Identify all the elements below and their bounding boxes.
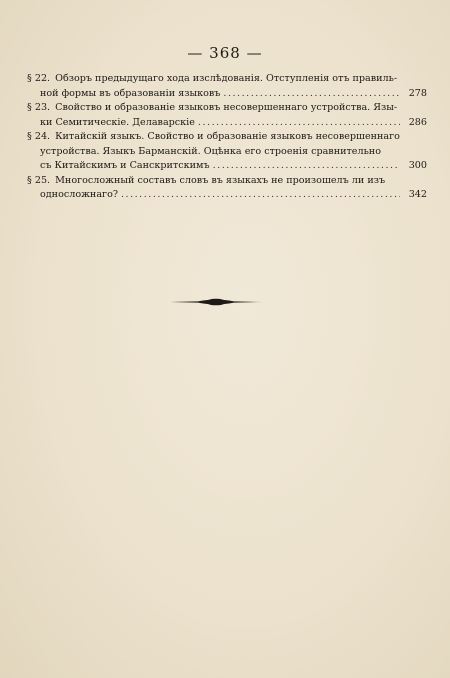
table-of-contents — [27, 72, 427, 203]
entry-title-end: ки Семитическіе. Делаварскіе — [40, 116, 195, 128]
toc-entry — [27, 130, 427, 174]
section-number: § 22. — [27, 73, 51, 84]
toc-entry — [27, 174, 427, 203]
page-number: — 368 — — [187, 44, 263, 62]
entry-title-end: ной формы въ образованіи языковъ — [40, 87, 221, 99]
entry-title-end: односложнаго? — [40, 189, 118, 200]
section-number: § 25. — [27, 174, 51, 186]
entry-title-end: съ Китайскимъ и Санскритскимъ — [40, 160, 210, 171]
entry-page-number: 342 — [408, 189, 427, 200]
entry-last-line — [27, 159, 427, 174]
dot-leader — [223, 87, 400, 102]
entry-page-number: 286 — [408, 116, 427, 128]
entry-title: Многосложный составъ словъ въ языкахъ не произошелъ ли изъ — [55, 174, 386, 186]
entry-first-line — [27, 101, 427, 116]
dot-leader — [213, 159, 400, 174]
dot-leader — [198, 116, 400, 131]
entry-first-line — [27, 174, 427, 189]
entry-continuation-line: устройства. Языкъ Барманскій. Оцѣнка его строенія сравнительно — [40, 145, 381, 157]
entry-last-line — [27, 116, 427, 131]
end-ornament — [168, 296, 264, 308]
entry-first-line — [27, 130, 427, 145]
entry-title: Китайскій языкъ. Свойство и образованіе языковъ несовершеннаго — [55, 131, 400, 142]
toc-entry — [27, 72, 427, 101]
toc-entry — [27, 101, 427, 130]
section-number: § 24. — [27, 131, 51, 142]
entry-page-number: 278 — [408, 87, 427, 99]
entry-title: Обзоръ предыдущаго хода изслѣдованія. Отступленія отъ правиль- — [55, 73, 398, 84]
entry-last-line — [27, 188, 427, 203]
entry-page-number: 300 — [408, 160, 427, 171]
dot-leader — [121, 188, 400, 203]
entry-last-line — [27, 87, 427, 102]
section-number: § 23. — [27, 102, 51, 113]
entry-first-line — [27, 72, 427, 87]
entry-title: Свойство и образованіе языковъ несовершеннаго устройства. Язы- — [55, 102, 398, 113]
